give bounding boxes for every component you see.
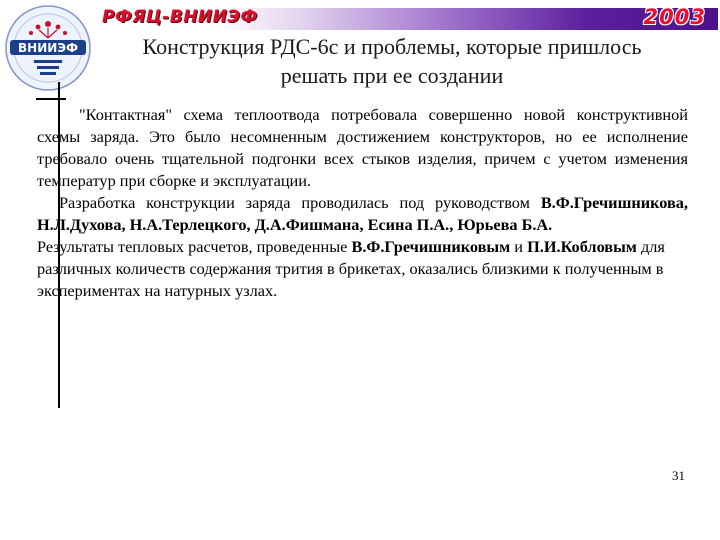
header-year-label: 2003	[643, 5, 706, 29]
institute-logo	[4, 4, 92, 92]
paragraph-3-name-2: П.И.Кобловым	[527, 237, 637, 256]
header-org-label: РФЯЦ-ВНИИЭФ	[102, 7, 258, 27]
title-line-1: Конструкция РДС-6с и проблемы, которые пришлось	[142, 34, 642, 59]
divider-horizontal	[36, 98, 66, 100]
paragraph-3	[37, 236, 688, 302]
paragraph-2	[37, 192, 688, 236]
paragraph-2-text: Разработка конструкции заряда проводилась под руководством	[59, 193, 530, 212]
body-text	[37, 104, 688, 302]
svg-text:ВНИИЭФ: ВНИИЭФ	[18, 41, 78, 55]
paragraph-3-text-a: Результаты тепловых расчетов, проведенные	[37, 237, 348, 256]
paragraph-3-and: и	[514, 237, 524, 256]
page-number: 31	[672, 468, 685, 483]
paragraph-1: "Контактная" схема теплоотвода потребовала совершенно новой конструктивной схемы заряда. Это было несомненным достижением конструкторов, но ее исполнение требовало очень тщательной подгонки всех стыков изделия, причем с учетом изменения температур при сборке и эксплуатации.	[37, 105, 688, 190]
paragraph-3-text-b: для различных количеств содержания трития в брикетах, оказались близкими к полученным в экспериментах на натурных узлах.	[37, 237, 665, 300]
paragraph-2-names: В.Ф.Гречишникова, Н.Л.Духова, Н.А.Терлецкого, Д.А.Фишмана, Есина П.А., Юрьева Б.А.	[37, 193, 688, 234]
page-title	[92, 32, 692, 90]
title-line-2: решать при ее создании	[280, 63, 504, 88]
paragraph-3-name-1: В.Ф.Гречишниковым	[351, 237, 511, 256]
